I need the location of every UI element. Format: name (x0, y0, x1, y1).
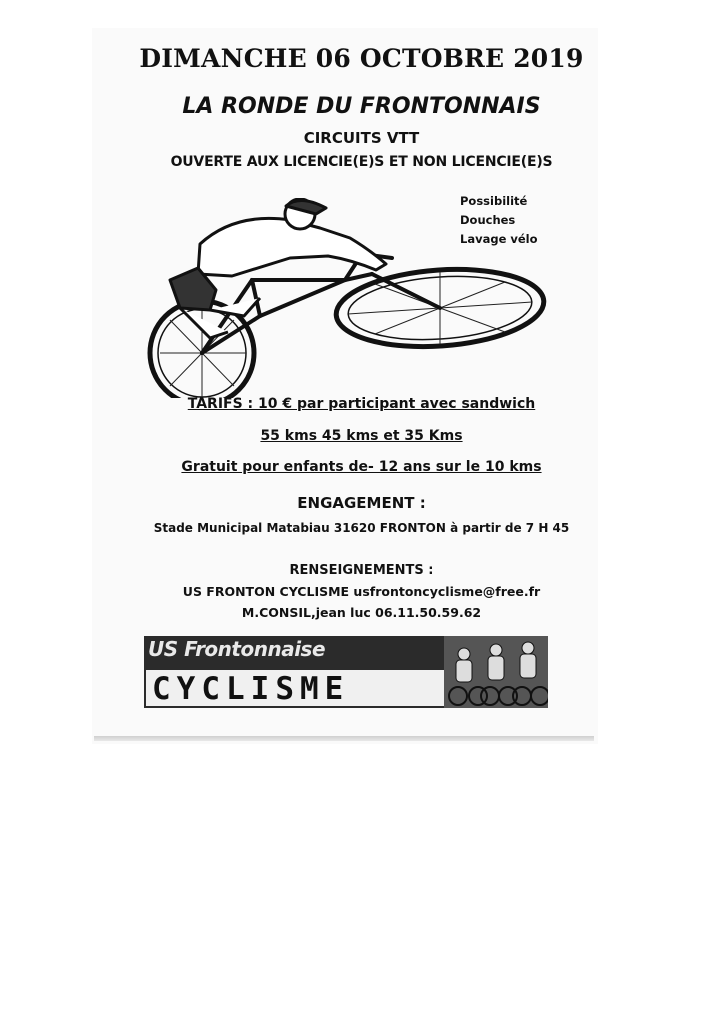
event-date: DIMANCHE 06 OCTOBRE 2019 (139, 44, 584, 73)
banner-club-name: US Frontonnaise (148, 637, 326, 661)
event-title: LA RONDE DU FRONTONNAIS (182, 94, 541, 119)
event-subtitle: CIRCUITS VTT (303, 129, 420, 147)
event-open-to: OUVERTE AUX LICENCIE(E)S ET NON LICENCIE(E)S (170, 154, 553, 170)
amenity-douches: Douches (460, 213, 516, 227)
club-banner (144, 636, 548, 708)
amenity-possibilite: Possibilité (460, 194, 528, 208)
amenity-lavage: Lavage vélo (460, 232, 538, 246)
engagement-location: Stade Municipal Matabiau 31620 FRONTON à partir de 7 H 45 (153, 521, 570, 535)
banner-cyclisme-plate (146, 670, 446, 706)
engagement-heading: ENGAGEMENT : (297, 494, 426, 512)
banner-cyclisme-text: CYCLISME (152, 671, 350, 707)
tarifs-line: TARIFS : 10 € par participant avec sandwich (187, 396, 536, 412)
gratuit-line: Gratuit pour enfants de- 12 ans sur le 10 kms (181, 459, 542, 475)
mountain-bike-rider-icon (140, 198, 550, 398)
sheet-edge (94, 736, 594, 741)
cyclists-photo-icon (444, 636, 548, 708)
renseignements-contact: US FRONTON CYCLISME usfrontoncyclisme@free.fr (182, 584, 541, 599)
distances-line: 55 kms 45 kms et 35 Kms (260, 428, 463, 444)
renseignements-person: M.CONSIL,jean luc 06.11.50.59.62 (241, 605, 482, 620)
renseignements-heading: RENSEIGNEMENTS : (289, 563, 434, 578)
